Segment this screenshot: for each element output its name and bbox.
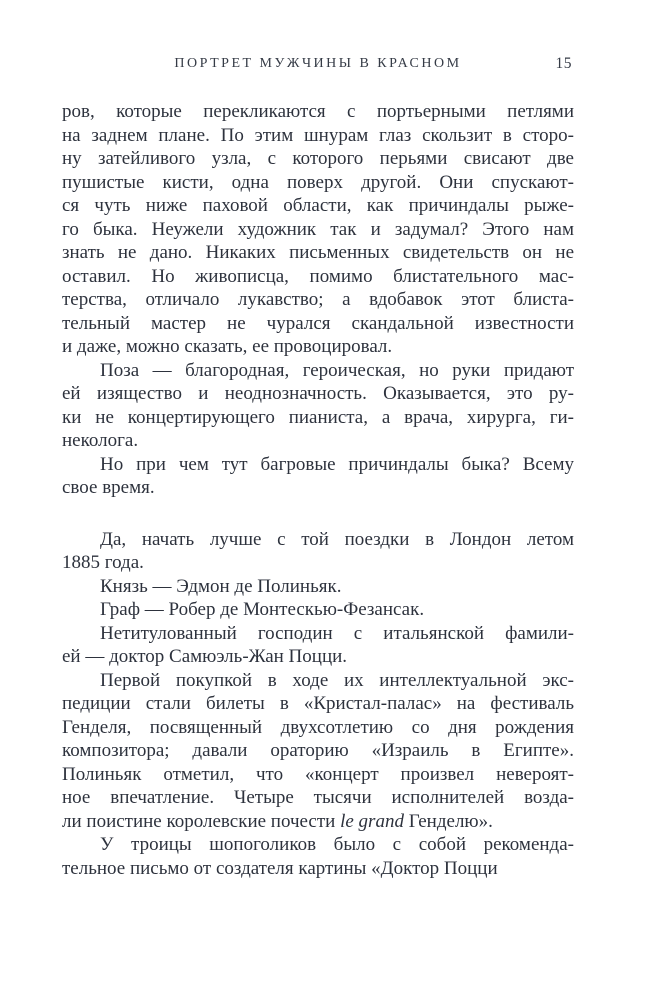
paragraph: [62, 575, 574, 599]
running-header: [62, 56, 574, 76]
text-line: ну затейливого узла, с которого перьями свисают две: [62, 148, 574, 169]
text-line: ся чуть ниже паховой области, как причиндалы рыже-: [62, 195, 574, 216]
paragraph: [62, 622, 574, 669]
text-line: Первой покупкой в ходе их интеллектуальной экс-: [100, 669, 574, 691]
text-line: терства, отличало лукавство; а вдобавок этот блиста-: [62, 289, 574, 310]
text-line: оставил. Но живописца, помимо блистательного мас-: [62, 265, 574, 287]
text-line: ное впечатление. Четыре тысячи исполнителей возда-: [62, 787, 574, 808]
paragraph: [62, 453, 574, 500]
text-line: и даже, можно сказать, ее провоцировал.: [62, 336, 393, 357]
text-line: ки не концертирующего пианиста, а врача, хирурга, ги-: [62, 406, 574, 428]
text-line: ров, которые перекликаются с портьерными петлями: [62, 101, 574, 122]
page-number: 15: [555, 55, 572, 72]
text-line: свое время.: [62, 477, 155, 498]
text-line: Да, начать лучше с той поездки в Лондон летом: [100, 528, 574, 550]
text-line: знать не дано. Никаких письменных свидетельств он не: [62, 242, 574, 263]
text-line: 1885 года.: [62, 552, 144, 573]
text-line: Полиньяк отметил, что «концерт произвел невероят-: [62, 763, 574, 785]
text-line: Нетитулованный господин с итальянской фамили-: [100, 622, 574, 644]
paragraph: [62, 669, 574, 834]
paragraph: [62, 100, 574, 359]
text-line: ей — доктор Самюэль-Жан Поцци.: [62, 646, 348, 667]
text-line: Но при чем тут багровые причиндалы быка? Всему: [100, 453, 574, 475]
text-line: педиции стали билеты в «Кристал-палас» на фестиваль: [62, 693, 574, 714]
page-text: [62, 100, 574, 880]
text-line: Генделя, посвященный двухсотлетию со дня рождения: [62, 716, 574, 738]
text-line: Поза — благородная, героическая, но руки придают: [100, 359, 574, 381]
running-header-title: ПОРТРЕТ МУЖЧИНЫ В КРАСНОМ: [174, 56, 462, 71]
text-line: пушистые кисти, одна поверх другой. Они спускают-: [62, 171, 574, 193]
text-line: Князь — Эдмон де Полиньяк.: [100, 575, 342, 597]
text-line: композитора; давали ораторию «Израиль в Египте».: [62, 740, 574, 761]
paragraph: [62, 598, 574, 622]
paragraph: [62, 528, 574, 575]
text-line: тельное письмо от создателя картины «Доктор Поцци: [62, 857, 498, 879]
text-line: на заднем плане. По этим шнурам глаз скользит в сторо-: [62, 124, 574, 146]
text-line: ли поистине королевские почести le grand Генделю».: [62, 810, 493, 832]
text-line: Граф — Робер де Монтескью-Фезансак.: [100, 599, 425, 620]
page-content: [62, 56, 574, 880]
text-line: У троицы шопоголиков было с собой рекоменда-: [100, 834, 574, 855]
text-line: неколога.: [62, 430, 139, 451]
text-line: го быка. Неужели художник так и задумал? Этого нам: [62, 218, 574, 240]
paragraph: [62, 359, 574, 453]
text-line: ей изящество и неоднозначность. Оказывается, это ру-: [62, 383, 574, 404]
text-line: тельный мастер не чурался скандальной известности: [62, 312, 574, 334]
paragraph: [62, 833, 574, 880]
